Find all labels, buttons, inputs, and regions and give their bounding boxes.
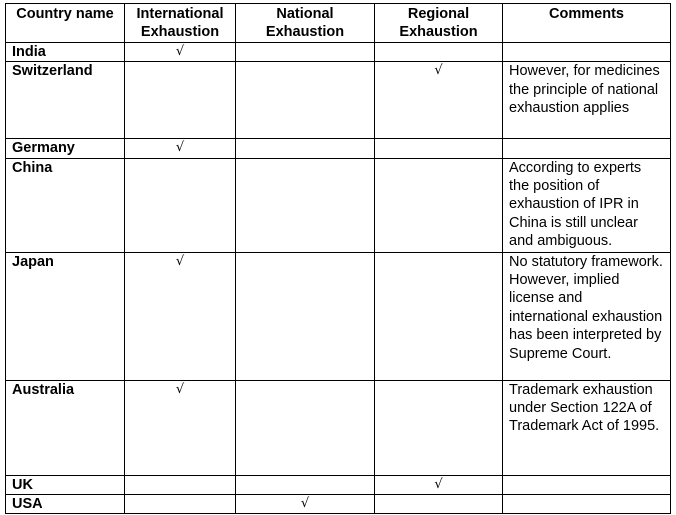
exhaustion-table: [5, 3, 671, 514]
table-row: [6, 495, 671, 514]
international-check: √: [125, 139, 236, 158]
regional-check: [375, 252, 503, 380]
international-check: √: [125, 380, 236, 475]
table-row: [6, 62, 671, 139]
table-row: [6, 139, 671, 158]
comment-cell: [503, 42, 671, 61]
header-international-exhaustion: International Exhaustion: [125, 4, 236, 43]
national-check: [236, 252, 375, 380]
national-check: √: [236, 495, 375, 514]
country-cell: Australia: [6, 380, 125, 475]
international-check: [125, 62, 236, 139]
international-check: [125, 495, 236, 514]
country-cell: Japan: [6, 252, 125, 380]
comment-cell: [503, 475, 671, 494]
table-row: [6, 475, 671, 494]
comment-cell: [503, 495, 671, 514]
international-check: [125, 158, 236, 252]
header-row: [6, 4, 671, 43]
table-row: [6, 42, 671, 61]
country-cell: India: [6, 42, 125, 61]
regional-check: [375, 158, 503, 252]
international-check: [125, 475, 236, 494]
national-check: [236, 475, 375, 494]
international-check: √: [125, 42, 236, 61]
regional-check: [375, 380, 503, 475]
comment-cell: [503, 139, 671, 158]
header-regional-exhaustion: Regional Exhaustion: [375, 4, 503, 43]
comment-cell: Trademark exhaustion under Section 122A of Trademark Act of 1995.: [503, 380, 671, 475]
country-cell: Switzerland: [6, 62, 125, 139]
national-check: [236, 380, 375, 475]
national-check: [236, 139, 375, 158]
country-cell: UK: [6, 475, 125, 494]
international-check: √: [125, 252, 236, 380]
national-check: [236, 62, 375, 139]
table-row: [6, 158, 671, 252]
national-check: [236, 42, 375, 61]
table-row: [6, 380, 671, 475]
country-cell: China: [6, 158, 125, 252]
regional-check: √: [375, 475, 503, 494]
regional-check: √: [375, 62, 503, 139]
national-check: [236, 158, 375, 252]
header-country-name: Country name: [6, 4, 125, 43]
header-national-exhaustion: National Exhaustion: [236, 4, 375, 43]
table-row: [6, 252, 671, 380]
header-comments: Comments: [503, 4, 671, 43]
regional-check: [375, 139, 503, 158]
country-cell: USA: [6, 495, 125, 514]
comment-cell: No statutory framework. However, implied license and international exhaustion has been interpreted by Supreme Court.: [503, 252, 671, 380]
regional-check: [375, 42, 503, 61]
comment-cell: According to experts the position of exhaustion of IPR in China is still unclear and ambiguous.: [503, 158, 671, 252]
comment-cell: However, for medicines the principle of national exhaustion applies: [503, 62, 671, 139]
regional-check: [375, 495, 503, 514]
country-cell: Germany: [6, 139, 125, 158]
